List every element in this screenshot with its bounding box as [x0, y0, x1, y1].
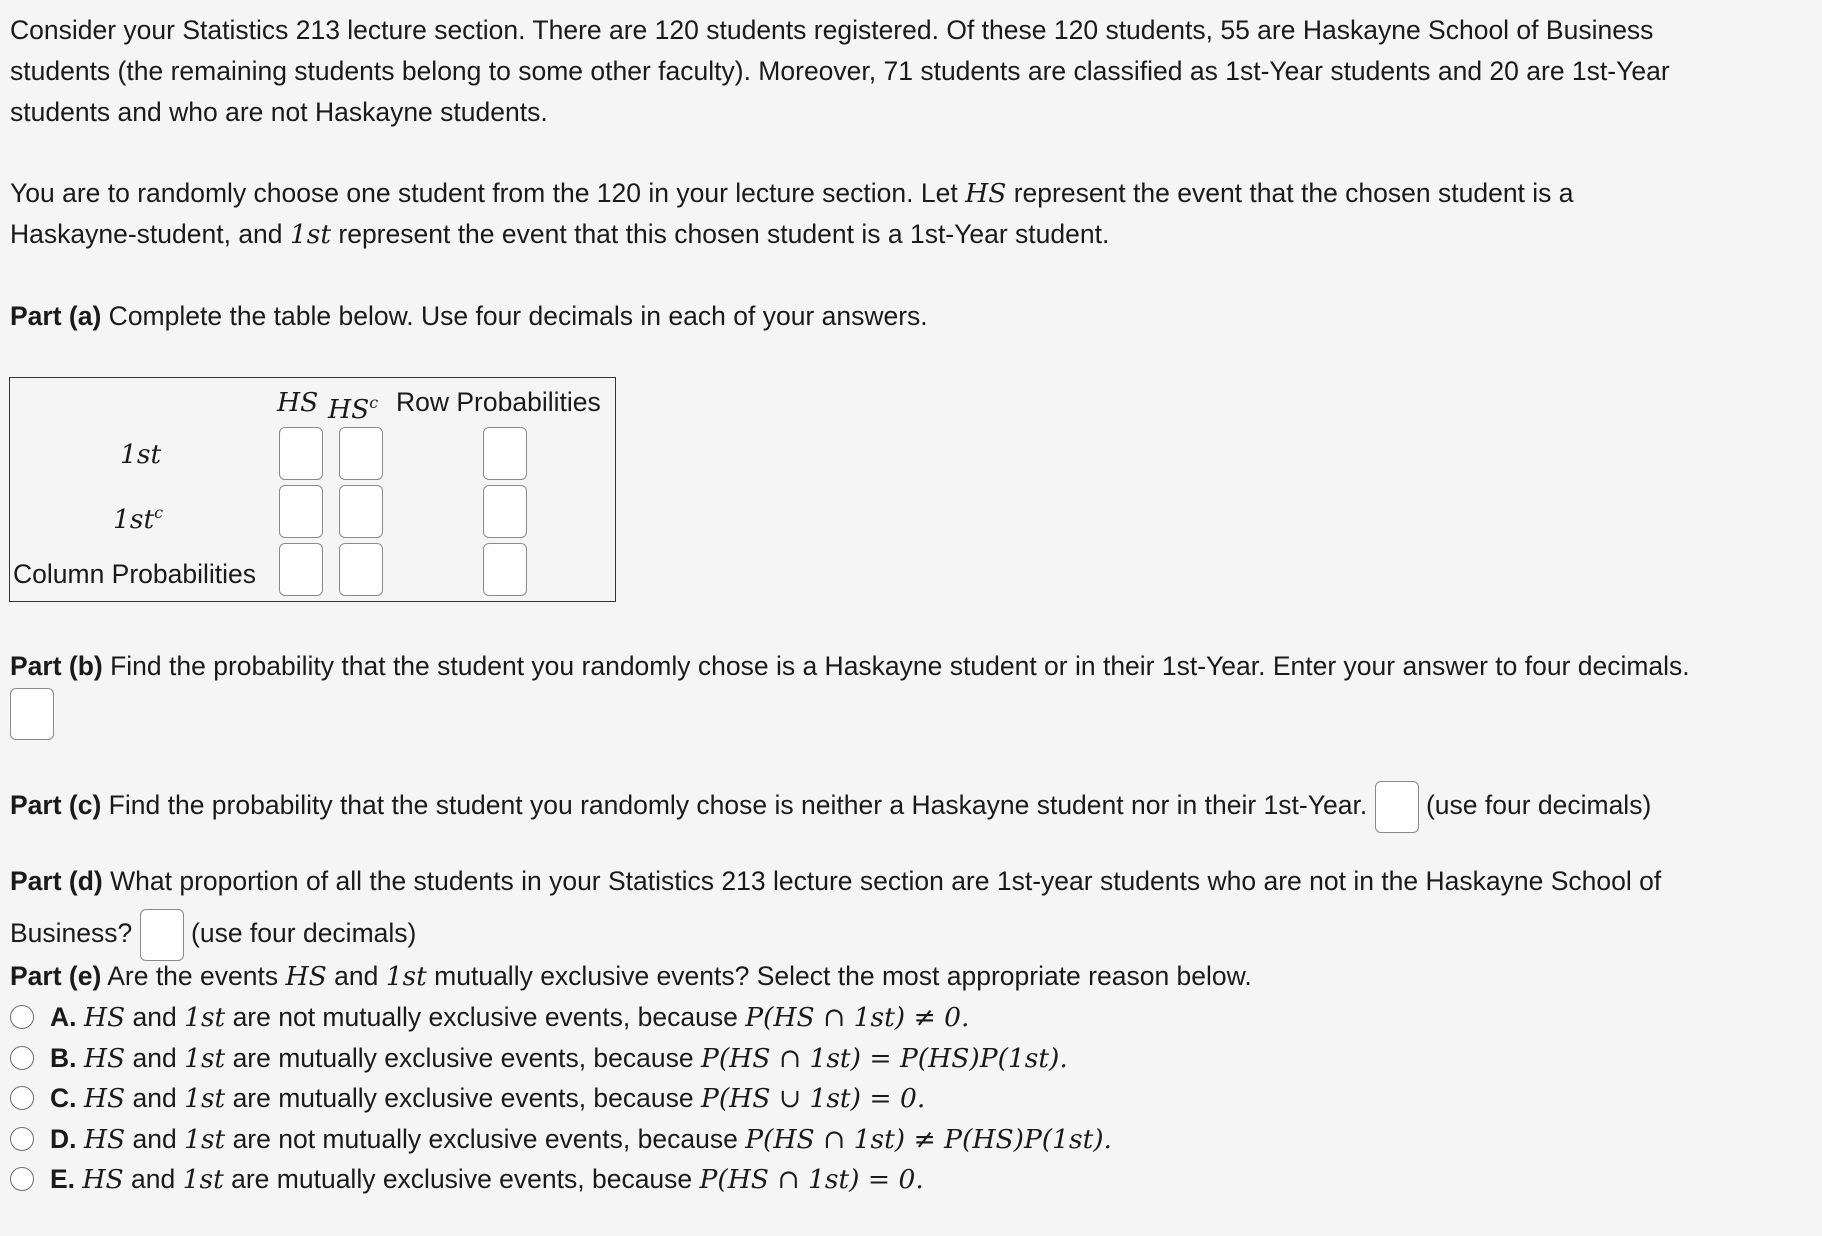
cell-1stc-hsc-input[interactable] — [339, 485, 383, 538]
option-b-hs: HS — [83, 1043, 126, 1074]
row-header-1st: 1st — [120, 439, 162, 470]
intro-line-3: students and who are not Haskayne students. — [10, 97, 548, 127]
part-b-answer-input[interactable] — [10, 688, 54, 740]
option-c-first: 1st — [184, 1083, 226, 1114]
option-b-formula: P(HS ∩ 1st) = P(HS)P(1st). — [700, 1043, 1068, 1074]
setup-text-4: represent the event that this chosen student is a 1st-Year student. — [331, 219, 1110, 249]
part-d-suffix: (use four decimals) — [191, 918, 417, 948]
setup-text-1: You are to randomly choose one student from the 120 in your lecture section. Let — [10, 178, 966, 208]
option-c-text — [50, 1078, 925, 1119]
part-c-text: Find the probability that the student you randomly chose is neither a Haskayne student nor in their 1st-Year. — [101, 790, 1368, 820]
setup-text-3: Haskayne-student, and — [10, 219, 290, 249]
part-e-hs: HS — [285, 961, 327, 992]
cell-colprob-hsc-input[interactable] — [339, 543, 383, 596]
setup-line-1 — [10, 173, 1574, 214]
row-header-column-probabilities: Column Probabilities — [13, 559, 257, 589]
option-b-letter: B. — [50, 1043, 77, 1073]
part-d-label: Part (d) — [10, 866, 103, 896]
option-b-and: and — [125, 1043, 185, 1073]
option-e-hs: HS — [82, 1164, 124, 1195]
part-c-label: Part (c) — [10, 790, 102, 820]
part-c-prompt — [10, 781, 1651, 833]
option-e-text — [50, 1159, 924, 1200]
option-e-reason: are mutually exclusive events, because — [223, 1164, 700, 1194]
option-a-formula: P(HS ∩ 1st) ≠ 0. — [745, 1002, 970, 1033]
part-d-line-2 — [10, 909, 416, 961]
radio-option-a[interactable] — [10, 1005, 34, 1029]
radio-option-e[interactable] — [10, 1167, 34, 1191]
option-a-first: 1st — [184, 1002, 226, 1033]
cell-colprob-hs-input[interactable] — [279, 543, 323, 596]
col-header-hsc-base: HS — [328, 393, 370, 425]
part-e-prompt — [10, 956, 1252, 997]
option-b-reason: are mutually exclusive events, because — [225, 1043, 701, 1073]
part-a-text: Complete the table below. Use four decimals in each of your answers. — [101, 301, 928, 331]
part-e-first: 1st — [385, 961, 427, 992]
option-c-formula: P(HS ∪ 1st) = 0. — [700, 1083, 926, 1114]
option-a-hs: HS — [83, 1002, 126, 1033]
probability-table — [9, 377, 616, 602]
part-a-label: Part (a) — [10, 301, 102, 331]
part-e-label: Part (e) — [10, 961, 102, 991]
option-a-letter: A. — [50, 1002, 77, 1032]
cell-1stc-row-prob-input[interactable] — [483, 485, 527, 538]
intro-line-2: students (the remaining students belong to some other faculty). Moreover, 71 students are classified as 1st-Year students and 20 are 1st-Year — [10, 56, 1670, 86]
col-header-hsc — [328, 382, 378, 430]
option-d-reason: are not mutually exclusive events, because — [225, 1124, 746, 1154]
part-d-text-1: What proportion of all the students in your Statistics 213 lecture section are 1st-year students who are not in the Haskayne School of — [102, 866, 1662, 896]
part-b-text: Find the probability that the student you randomly chose is a Haskayne student or in their 1st-Year. Enter your answer to four decimals. — [102, 651, 1690, 681]
part-b-prompt — [10, 646, 1690, 687]
option-b-first: 1st — [184, 1043, 226, 1074]
col-header-row-probabilities: Row Probabilities — [396, 387, 601, 417]
option-c-reason: are mutually exclusive events, because — [225, 1083, 701, 1113]
radio-option-c[interactable] — [10, 1086, 34, 1110]
cell-colprob-total-input[interactable] — [483, 543, 527, 596]
row-header-1stc-sup: c — [154, 503, 164, 522]
option-d-formula: P(HS ∩ 1st) ≠ P(HS)P(1st). — [745, 1124, 1112, 1155]
setup-line-2 — [10, 214, 1109, 255]
option-d-hs: HS — [83, 1124, 126, 1155]
cell-1stc-hs-input[interactable] — [279, 485, 323, 538]
option-d-letter: D. — [50, 1124, 77, 1154]
part-c-answer-input[interactable] — [1375, 781, 1419, 833]
first-symbol: 1st — [289, 219, 332, 250]
option-e-formula: P(HS ∩ 1st) = 0. — [699, 1164, 924, 1195]
option-d-first: 1st — [184, 1124, 226, 1155]
option-c-letter: C. — [50, 1083, 77, 1113]
radio-option-d[interactable] — [10, 1127, 34, 1151]
option-a-reason: are not mutually exclusive events, because — [225, 1002, 746, 1032]
hs-symbol: HS — [965, 178, 1007, 209]
setup-text-2: represent the event that the chosen student is a — [1006, 178, 1574, 208]
option-c-hs: HS — [83, 1083, 126, 1114]
part-d-answer-input[interactable] — [140, 909, 184, 961]
cell-1st-hs-input[interactable] — [279, 427, 323, 480]
part-a-prompt — [10, 296, 928, 337]
radio-option-b[interactable] — [10, 1046, 34, 1070]
col-header-hs: HS — [277, 387, 319, 418]
cell-1st-hsc-input[interactable] — [339, 427, 383, 480]
part-e-text-1: Are the events — [101, 961, 286, 991]
option-e-and: and — [123, 1164, 183, 1194]
option-a-text — [50, 997, 969, 1038]
row-header-1stc-base: 1st — [113, 503, 155, 535]
option-c-and: and — [125, 1083, 185, 1113]
cell-1st-row-prob-input[interactable] — [483, 427, 527, 480]
option-e-letter: E. — [50, 1164, 76, 1194]
row-header-1stc — [113, 492, 163, 540]
part-d-text-2: Business? — [10, 918, 133, 948]
col-header-hsc-sup: c — [369, 393, 379, 412]
part-e-text-3: mutually exclusive events? Select the most appropriate reason below. — [426, 961, 1252, 991]
option-d-and: and — [125, 1124, 185, 1154]
part-d-line-1 — [10, 861, 1661, 902]
part-b-label: Part (b) — [10, 651, 103, 681]
option-b-text — [50, 1038, 1068, 1079]
option-a-and: and — [125, 1002, 185, 1032]
option-d-text — [50, 1119, 1112, 1160]
option-e-first: 1st — [182, 1164, 224, 1195]
part-e-text-2: and — [326, 961, 386, 991]
intro-line-1: Consider your Statistics 213 lecture section. There are 120 students registered. Of these 120 students, 55 are Haskayne School of Business — [10, 15, 1654, 45]
part-c-suffix: (use four decimals) — [1425, 790, 1652, 820]
